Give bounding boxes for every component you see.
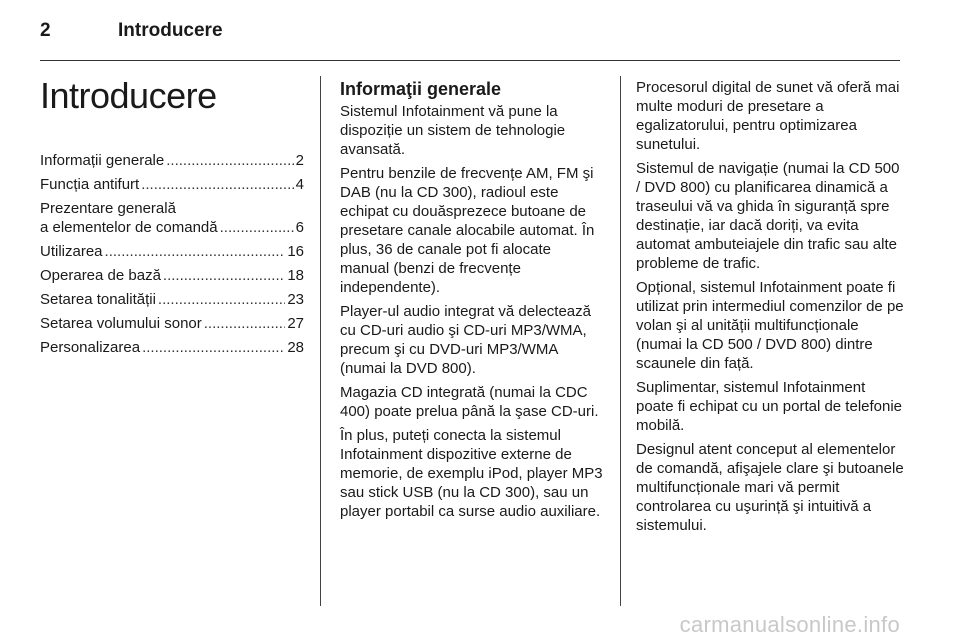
toc-leader xyxy=(163,266,285,285)
paragraph: Opțional, sistemul Infotainment poate fi utilizat prin intermediul comenzilor de pe volan şi al unității multifuncționale (numai la CD 500 / DVD 800) dintre scaunele din față. xyxy=(636,279,904,372)
toc-leader xyxy=(204,314,286,333)
page-number: 2 xyxy=(40,20,51,41)
text-column-middle xyxy=(340,78,604,526)
header-divider xyxy=(40,60,900,61)
toc-page: 4 xyxy=(295,176,304,193)
paragraph: În plus, puteți conecta la sistemul Infotainment dispozitive externe de memorie, de exemplu iPod, player MP3 sau stick USB (nu la CD 300), sau un player portabil ca surse audio auxiliare. xyxy=(340,427,603,520)
toc-page: 2 xyxy=(295,152,304,169)
toc-item-informatii-generale[interactable] xyxy=(40,151,304,170)
toc-item-operarea-de-baza[interactable] xyxy=(40,266,304,285)
toc-label: Prezentare generală xyxy=(40,200,176,217)
column-divider xyxy=(320,76,321,606)
paragraph: Player-ul audio integrat vă delectează cu CD-uri audio şi CD-uri MP3/WMA, precum şi cu DVD-uri MP3/WMA (numai la DVD 800). xyxy=(340,303,591,377)
paragraph: Designul atent conceput al elementelor de comandă, afişajele clare şi butoanele multifuncționale mari vă permit controlarea cu uşurință şi intuitivă a sistemului. xyxy=(636,441,904,534)
toc-item-setarea-tonalitatii[interactable] xyxy=(40,290,304,309)
toc-page: 6 xyxy=(295,219,304,236)
toc-leader xyxy=(158,290,285,309)
toc-item-utilizarea[interactable] xyxy=(40,242,304,261)
toc-page: 23 xyxy=(287,291,304,308)
section-heading: Informaţii generale xyxy=(340,79,502,99)
paragraph: Sistemul de navigație (numai la CD 500 / DVD 800) cu planificarea dinamică a traseului vă va ghida în siguranță spre destinație, iar dacă doriți, va evita automat ambuteiajele din trafic sau alte probleme de trafic. xyxy=(636,160,900,272)
toc-column xyxy=(40,75,304,362)
watermark: carmanualsonline.info xyxy=(679,612,900,637)
toc-leader xyxy=(220,218,294,237)
toc-item-personalizarea[interactable] xyxy=(40,338,304,357)
toc-label-line2: a elementelor de comandă xyxy=(40,219,218,236)
toc-label: Setarea volumului sonor xyxy=(40,315,202,332)
toc-page: 27 xyxy=(287,315,304,332)
toc-label: Utilizarea xyxy=(40,243,103,260)
column-divider xyxy=(620,76,621,606)
toc-label: Personalizarea xyxy=(40,339,141,356)
toc-item-prezentare-generala[interactable] xyxy=(40,199,304,237)
paragraph: Suplimentar, sistemul Infotainment poate fi echipat cu un portal de telefonie mobilă. xyxy=(636,379,903,434)
text-column-right xyxy=(636,78,904,540)
header-title: Introducere xyxy=(118,20,223,41)
table-of-contents xyxy=(40,151,304,357)
toc-label: Funcția antifurt xyxy=(40,176,140,193)
toc-item-setarea-volumului[interactable] xyxy=(40,314,304,333)
toc-leader xyxy=(142,338,285,357)
toc-label: Operarea de bază xyxy=(40,267,161,284)
paragraph: Sistemul Infotainment vă pune la dispoziție un sistem de tehnologie avansată. xyxy=(340,103,566,158)
toc-leader xyxy=(105,242,286,261)
toc-leader xyxy=(166,151,293,170)
toc-page: 16 xyxy=(287,243,304,260)
chapter-title: Introducere xyxy=(40,75,217,116)
toc-label: Informații generale xyxy=(40,152,165,169)
toc-page: 28 xyxy=(287,339,304,356)
paragraph: Magazia CD integrată (numai la CDC 400) poate prelua până la şase CD-uri. xyxy=(340,384,599,420)
toc-item-functia-antifurt[interactable] xyxy=(40,175,304,194)
paragraph: Pentru benzile de frecvențe AM, FM şi DAB (nu la CD 300), radioul este echipat cu douăsprezece butoane de presetare canale alocabile automat. În plus, 36 de canale pot fi alocate manual (benzi de frecvențe independente). xyxy=(340,165,595,296)
toc-leader xyxy=(141,175,293,194)
paragraph: Procesorul digital de sunet vă oferă mai multe moduri de presetare a egalizatorului, pentru optimizarea sunetului. xyxy=(636,79,900,153)
toc-page: 18 xyxy=(287,267,304,284)
toc-label: Setarea tonalității xyxy=(40,291,156,308)
